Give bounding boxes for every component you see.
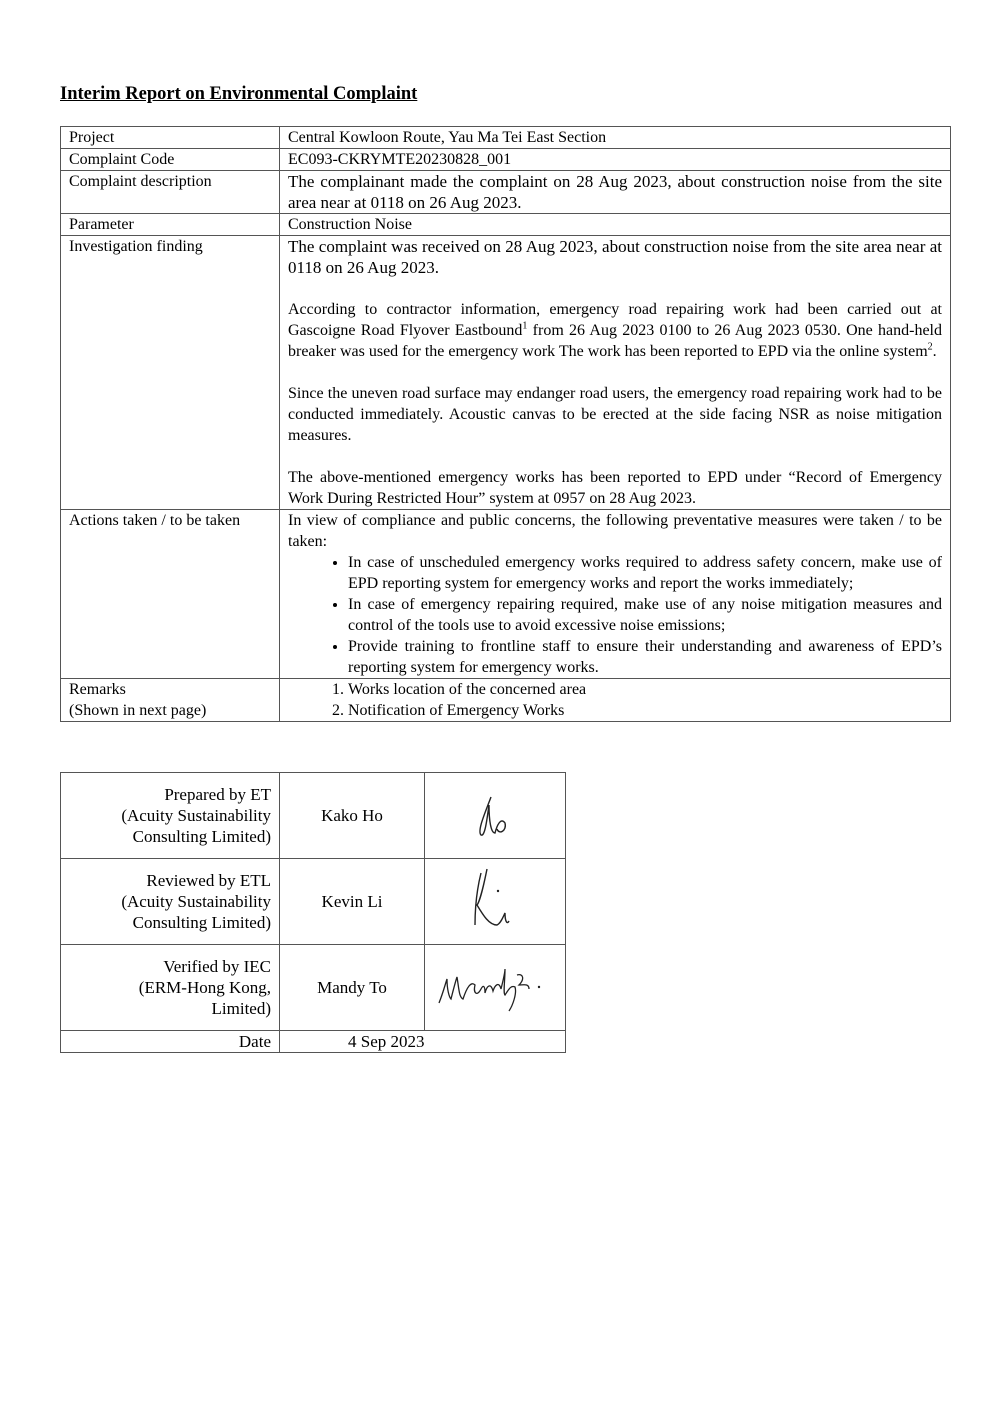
label-parameter: Parameter xyxy=(61,214,280,236)
footnote-2: 2 xyxy=(927,341,933,353)
row-complaint-code xyxy=(61,149,951,171)
finding-paragraph-4: The above-mentioned emergency works has been reported to EPD under “Record of Emergency Work During Restricted Hour” system at 0957 on 28 Aug 2023. xyxy=(288,469,942,507)
role-title: Prepared by ET xyxy=(164,785,271,804)
actions-intro: In view of compliance and public concerns, the following preventative measures were taken / to be taken: xyxy=(288,512,942,550)
value-complaint-code: EC093-CKRYMTE20230828_001 xyxy=(280,149,951,171)
label-complaint-description: Complaint description xyxy=(61,171,280,214)
label-actions: Actions taken / to be taken xyxy=(61,510,280,679)
value-complaint-description: The complainant made the complaint on 28 Aug 2023, about construction noise from the site area near at 0118 on 26 Aug 2023. xyxy=(280,171,951,214)
finding-paragraph-2 xyxy=(288,299,942,362)
label-project: Project xyxy=(61,127,280,149)
value-remarks xyxy=(280,679,951,722)
row-investigation-finding xyxy=(61,236,951,510)
remarks-item: 1. Works location of the concerned area xyxy=(348,679,942,700)
role-org-cont: Consulting Limited) xyxy=(132,827,271,846)
signature-kako-ho-icon xyxy=(425,773,566,859)
remarks-list xyxy=(288,679,942,721)
value-investigation-finding xyxy=(280,236,951,510)
finding-p2-text-b: from 26 Aug 2023 0100 to 26 Aug 2023 0530. One hand-held breaker was used for the emergency work The work has been reported to EPD via the online system xyxy=(288,322,943,360)
finding-paragraph-1: The complaint was received on 28 Aug 2023, about construction noise from the site area near at 0118 on 26 Aug 2023. xyxy=(288,237,942,277)
signoff-role xyxy=(61,945,280,1031)
signoff-table xyxy=(60,772,566,1053)
role-org: (Acuity Sustainability xyxy=(121,806,271,825)
date-label: Date xyxy=(61,1031,280,1053)
row-actions xyxy=(61,510,951,679)
label-investigation-finding: Investigation finding xyxy=(61,236,280,510)
label-remarks xyxy=(61,679,280,722)
signature-kevin-li-icon xyxy=(425,859,566,945)
footnote-1: 1 xyxy=(522,320,528,332)
role-org: (Acuity Sustainability xyxy=(121,892,271,911)
signoff-role xyxy=(61,773,280,859)
actions-bullet: • Provide training to frontline staff to ensure their understanding and awareness of EPD’s reporting system for emergency works. xyxy=(348,636,942,678)
finding-p2-text-a: According to contractor information, emergency road repairing work had been carried out at Gascoigne Road Flyover Eastbound xyxy=(288,301,942,339)
value-actions xyxy=(280,510,951,679)
actions-bullet-list xyxy=(288,552,942,678)
remarks-label: Remarks xyxy=(69,681,126,698)
signoff-name: Kevin Li xyxy=(280,859,425,945)
signoff-name: Mandy To xyxy=(280,945,425,1031)
signoff-role xyxy=(61,859,280,945)
finding-paragraph-3: Since the uneven road surface may endanger road users, the emergency road repairing work had to be conducted immediately. Acoustic canvas to be erected at the side facing NSR as noise mitigation measures. xyxy=(288,385,942,444)
role-title: Reviewed by ETL xyxy=(146,871,271,890)
row-project xyxy=(61,127,951,149)
date-value: 4 Sep 2023 xyxy=(280,1031,566,1053)
signoff-row-verified xyxy=(61,945,566,1031)
value-parameter: Construction Noise xyxy=(280,214,951,236)
complaint-details-table xyxy=(60,126,951,722)
signoff-row-date xyxy=(61,1031,566,1053)
role-title: Verified by IEC xyxy=(163,957,271,976)
actions-bullet: • In case of unscheduled emergency works required to address safety concern, make use of EPD reporting system for emergency works and report the works immediately; xyxy=(348,552,942,594)
actions-bullet: • In case of emergency repairing required, make use of any noise mitigation measures and control of the tools use to avoid excessive noise emissions; xyxy=(348,594,942,636)
row-parameter xyxy=(61,214,951,236)
label-complaint-code: Complaint Code xyxy=(61,149,280,171)
signoff-name: Kako Ho xyxy=(280,773,425,859)
row-complaint-description xyxy=(61,171,951,214)
signature-mandy-to-icon xyxy=(425,945,566,1031)
value-project: Central Kowloon Route, Yau Ma Tei East Section xyxy=(280,127,951,149)
page-title: Interim Report on Environmental Complaint xyxy=(60,84,418,104)
finding-p2-text-c: . xyxy=(932,343,937,360)
role-org: (ERM-Hong Kong, xyxy=(138,978,271,997)
remarks-item: 2. Notification of Emergency Works xyxy=(348,700,942,721)
role-org-cont: Limited) xyxy=(211,999,271,1018)
role-org-cont: Consulting Limited) xyxy=(132,913,271,932)
row-remarks xyxy=(61,679,951,722)
remarks-sublabel: (Shown in next page) xyxy=(69,702,207,719)
signoff-row-prepared xyxy=(61,773,566,859)
signoff-row-reviewed xyxy=(61,859,566,945)
